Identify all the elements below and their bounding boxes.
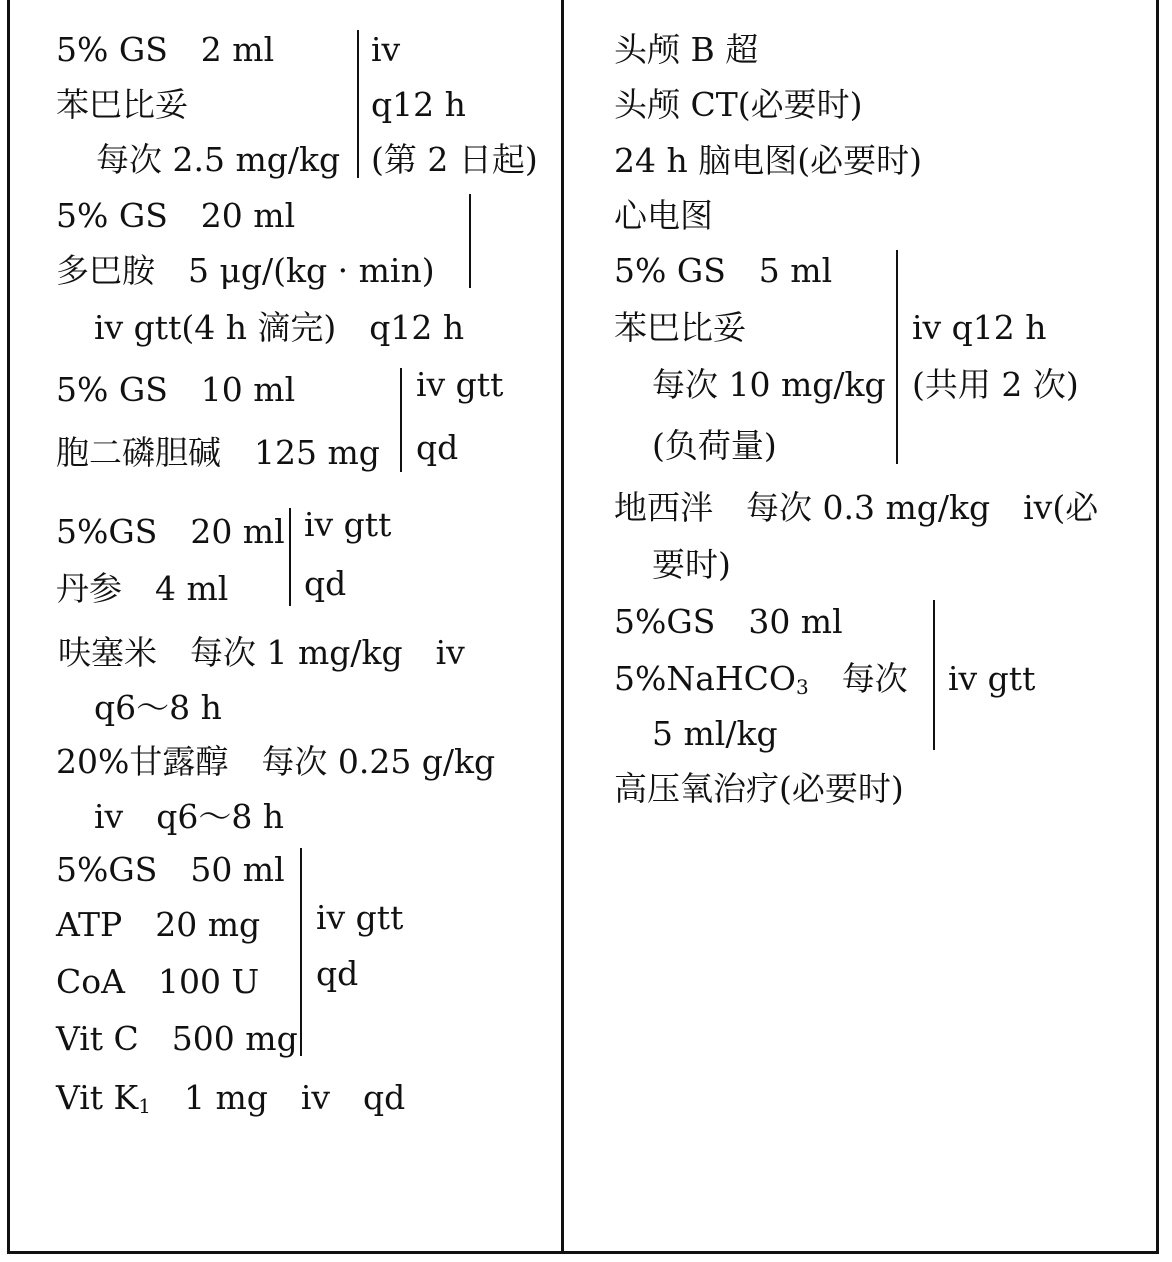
right-line-ecg: 心电图 [614, 196, 713, 235]
left-g3-line2: 胞二磷胆碱 125 mg [56, 433, 380, 472]
right-g3-route: iv gtt [948, 659, 1036, 698]
left-g1-bracket [357, 30, 359, 178]
left-g3-bracket [400, 368, 402, 472]
left-g1-note: (第 2 日起) [371, 140, 538, 179]
right-g1-note: (共用 2 次) [912, 365, 1079, 404]
left-g7-line4: Vit C 500 mg [56, 1019, 298, 1058]
right-g2-line1: 地西泮 每次 0.3 mg/kg iv(必 [614, 488, 1099, 527]
left-g4-line2: 丹参 4 ml [56, 569, 229, 608]
left-g1-line2: 苯巴比妥 [56, 85, 188, 124]
right-g3-line3: 5 ml/kg [652, 714, 778, 753]
left-g5-line1: 呋塞米 每次 1 mg/kg iv [58, 633, 465, 672]
table-frame [7, 0, 1159, 1254]
right-g1-line1: 5% GS 5 ml [614, 251, 833, 290]
left-g5-line2: q6～8 h [94, 688, 222, 727]
left-g7-bracket [300, 848, 302, 1056]
left-g2-line2: 多巴胺 5 μg/(kg · min) [56, 251, 435, 290]
right-g1-line3: 每次 10 mg/kg [652, 365, 886, 404]
left-g4-bracket [289, 508, 291, 606]
vitk-name: Vit K [56, 1078, 139, 1117]
nahco3-subscript: 3 [795, 675, 809, 699]
nahco3-dose-label: 每次 [808, 659, 908, 698]
left-g8-line1 [56, 1078, 405, 1126]
vitk-subscript: 1 [138, 1094, 151, 1118]
left-g2-line1: 5% GS 20 ml [56, 196, 296, 235]
left-g3-frequency: qd [416, 428, 459, 467]
left-g2-line3: iv gtt(4 h 滴完) q12 h [94, 308, 465, 347]
right-g1-line4: (负荷量) [652, 426, 777, 465]
left-g7-line2: ATP 20 mg [56, 905, 261, 944]
right-g1-bracket [896, 250, 898, 464]
right-g3-bracket [933, 600, 935, 750]
right-line-head-ultrasound: 头颅 B 超 [614, 30, 759, 69]
left-g7-route: iv gtt [316, 898, 404, 937]
right-g3-line2 [614, 659, 908, 707]
right-line-eeg: 24 h 脑电图(必要时) [614, 141, 922, 180]
left-g4-frequency: qd [304, 564, 347, 603]
left-g6-line2: iv q6～8 h [94, 797, 285, 836]
right-g2-line2: 要时) [652, 545, 731, 584]
left-g7-frequency: qd [316, 954, 359, 993]
right-g1-line2: 苯巴比妥 [614, 308, 746, 347]
left-g4-line1: 5%GS 20 ml [56, 512, 285, 551]
left-g7-line1: 5%GS 50 ml [56, 850, 285, 889]
column-divider [561, 0, 564, 1254]
left-g2-bracket [469, 194, 471, 288]
left-g3-line1: 5% GS 10 ml [56, 370, 296, 409]
left-g1-line1: 5% GS 2 ml [56, 30, 275, 69]
left-g1-line3: 每次 2.5 mg/kg [96, 140, 341, 179]
nahco3-name: 5%NaHCO [614, 659, 796, 698]
right-line-hyperbaric-oxygen: 高压氧治疗(必要时) [614, 769, 904, 808]
right-g1-route: iv q12 h [912, 308, 1047, 347]
left-g7-line3: CoA 100 U [56, 962, 260, 1001]
left-g3-route: iv gtt [416, 365, 504, 404]
vitk-dose: 1 mg iv qd [150, 1078, 406, 1117]
left-g1-frequency: q12 h [371, 85, 466, 124]
left-g6-line1: 20%甘露醇 每次 0.25 g/kg [56, 742, 496, 781]
right-line-head-ct: 头颅 CT(必要时) [614, 85, 863, 124]
left-g1-route: iv [371, 30, 401, 69]
left-g4-route: iv gtt [304, 505, 392, 544]
right-g3-line1: 5%GS 30 ml [614, 602, 843, 641]
